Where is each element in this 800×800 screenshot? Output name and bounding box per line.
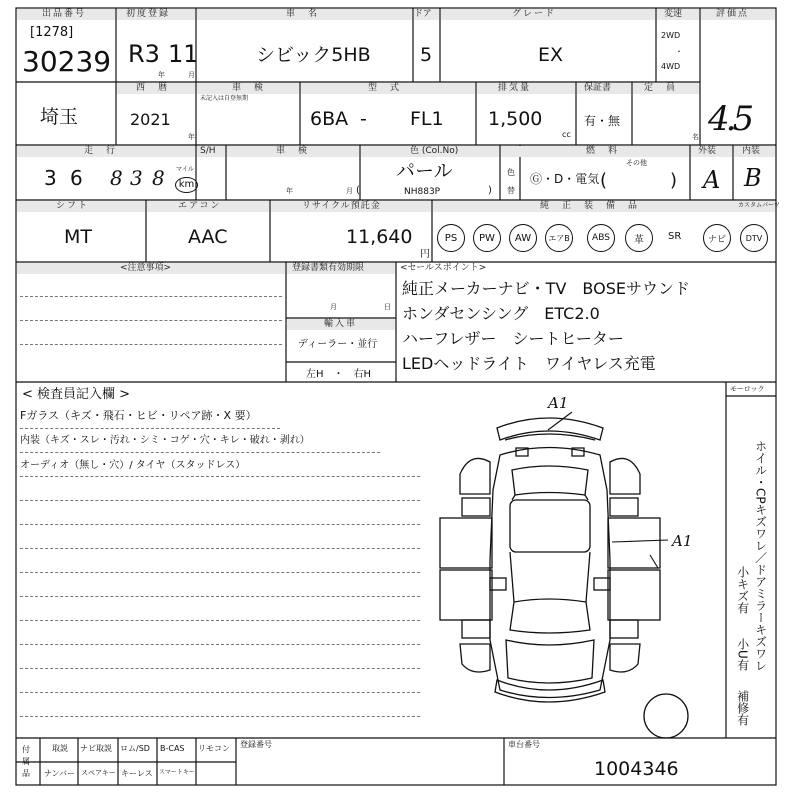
year-value: 2021 (130, 110, 171, 129)
interior-grade: B (744, 164, 762, 192)
color-paren-r: ) (488, 185, 492, 196)
mileage-unit-mile: マイル (176, 166, 194, 173)
diagram-mark-2: A1 (672, 532, 693, 550)
chassis-label: 車台番号 (508, 740, 540, 749)
equip-abs: ABS (587, 224, 615, 252)
color-name: パール (396, 160, 453, 182)
label-displacement: 排気量 (498, 83, 532, 93)
label-katashiki: 型 式 (368, 83, 402, 93)
label-caution: <注意事項> (120, 263, 172, 273)
equip-aw: AW (509, 224, 537, 252)
equip-airbag: エアB (545, 224, 573, 252)
inspector-line-9 (20, 620, 420, 621)
reg-docs-day: 日 (384, 303, 391, 311)
label-capacity: 定 員 (644, 83, 678, 93)
vertical-note-main: ホイル・CPキズワレ／ドアミラーキズワレ (753, 440, 768, 672)
accessories-label: 付属品 (22, 745, 30, 778)
label-aircon: エアコン (178, 201, 222, 211)
inspector-line-12 (20, 692, 420, 693)
capacity-unit: 名 (692, 133, 699, 141)
color-code: NH883P (404, 187, 441, 197)
model-sep: - (360, 108, 367, 130)
inspector-line-1 (20, 428, 280, 429)
mileage-unit-km: km (175, 177, 198, 193)
vertical-note-2: 小U有 (735, 638, 750, 671)
mileage-digit-4: 3 (130, 166, 143, 190)
label-mileage: 走 行 (84, 146, 118, 156)
region: 埼玉 (40, 106, 79, 128)
acc-spare-key: スペアキー (81, 769, 116, 777)
vertical-note-1: 小キズ有 (735, 566, 750, 614)
label-reg-docs: 登録書類有効期限 (292, 263, 365, 273)
import-type: ディーラー・並行 (298, 339, 378, 350)
equip-sr: SR (668, 231, 682, 242)
inspector-audio: オーディオ（無し・穴）/ タイヤ（スタッドレス） (20, 460, 246, 471)
vertical-note-3: 補修有 (735, 690, 750, 726)
sh-year: 年 (286, 187, 293, 195)
mileage-digit-3: 8 (110, 166, 123, 190)
sales-point-2: ホンダセンシング ETC2.0 (402, 304, 600, 323)
chassis-number: 1004346 (594, 758, 679, 780)
trans-dot: ・ (675, 47, 683, 56)
label-shaken2: 車 検 (276, 146, 310, 156)
year-suffix: 年 (188, 133, 195, 141)
shaken-note: 未記入は自登無期 (200, 95, 249, 102)
label-lot-no: 出品番号 (42, 9, 87, 19)
model-prefix: 6BA (310, 108, 349, 130)
sales-point-4: LEDヘッドライト ワイヤレス充電 (402, 354, 656, 373)
fuel-other-label: その他 (626, 159, 647, 167)
sh-month: 月 (346, 187, 353, 195)
caution-line-3 (20, 344, 282, 345)
inspector-line-2 (20, 452, 380, 453)
aircon-value: AAC (188, 226, 228, 248)
reg-no-label: 登録番号 (240, 740, 272, 749)
first-reg-year-unit: 年 (158, 71, 165, 79)
grade-value: EX (538, 44, 564, 66)
label-trans: 変速 (664, 9, 683, 19)
reg-docs-month: 月 (330, 303, 337, 311)
label-equipment: 純 正 装 備 品 (540, 201, 640, 211)
label-interior: 内装 (742, 146, 761, 156)
label-recycle: リサイクル預託金 (302, 201, 381, 211)
acc-plate: ナンバー (44, 769, 76, 778)
car-name: シビック5HB (256, 44, 371, 66)
label-mod: モーロック (730, 385, 765, 393)
acc-bcas: B-CAS (160, 744, 185, 753)
inspector-line-3 (20, 476, 420, 477)
label-exterior: 外装 (698, 146, 717, 156)
score-value: 4.5 (708, 99, 751, 139)
label-grade: グレード (512, 9, 557, 19)
steering: 左H ・ 右H (306, 369, 372, 380)
first-reg-month: 11 (168, 40, 199, 68)
trans-2wd: 2WD (661, 31, 681, 40)
inspector-line-5 (20, 524, 420, 525)
fuel-paren-r: ) (670, 170, 678, 191)
mileage-digit-1: 3 (44, 166, 57, 190)
label-sh: S/H (200, 146, 216, 156)
exterior-grade: A (703, 166, 721, 194)
label-custom-parts: カスタムパーツ (738, 202, 780, 209)
inspector-line-4 (20, 500, 420, 501)
caution-line-2 (20, 320, 282, 321)
inspector-interior: 内装（キズ・スレ・汚れ・シミ・コゲ・穴・キレ・破れ・剥れ） (20, 435, 310, 446)
acc-manual: 取説 (52, 744, 68, 753)
inspector-line-6 (20, 548, 420, 549)
equip-ps: PS (437, 224, 465, 252)
label-import: 輸入車 (324, 319, 358, 329)
label-sales-points: <セールスポイント> (400, 263, 487, 273)
inspector-fglass: Fガラス（キズ・飛石・ヒビ・リペア跡・X 要） (20, 409, 257, 422)
model-code: FL1 (410, 108, 444, 130)
warranty-value: 有・無 (584, 114, 621, 128)
label-score: 評価点 (716, 9, 750, 19)
inspector-title: < 検査員記入欄 > (22, 387, 131, 402)
recycle-value: 11,640 (346, 226, 413, 248)
mileage-digit-2: 6 (70, 166, 83, 190)
mileage-digit-5: 8 (152, 166, 165, 190)
acc-remote: リモコン (198, 744, 230, 753)
color-change: 色 替 (507, 168, 515, 195)
label-shift: シフト (56, 201, 90, 211)
door-count: 5 (420, 44, 433, 66)
recycle-unit: 円 (420, 249, 430, 260)
acc-keyless: キーレス (121, 769, 153, 778)
color-paren-l: ( (356, 185, 360, 196)
inspector-line-11 (20, 668, 420, 669)
displacement-unit: cc (562, 130, 571, 139)
lot-code: [1278] (30, 25, 74, 40)
inspector-line-10 (20, 644, 420, 645)
first-reg-era: R3 (128, 40, 160, 68)
label-car-name: 車 名 (286, 9, 320, 19)
displacement-value: 1,500 (488, 108, 543, 130)
label-warranty: 保証書 (584, 83, 612, 93)
acc-navi-manual: ナビ取説 (80, 744, 112, 753)
inspector-line-7 (20, 572, 420, 573)
equip-pw: PW (473, 224, 501, 252)
label-year: 西 暦 (136, 83, 170, 93)
label-color: 色 (Col.No) (410, 146, 459, 156)
fuel-options: Ⓖ・D・電気 (530, 172, 600, 186)
shift-value: MT (64, 226, 92, 248)
acc-rom: ロム/SD (120, 744, 150, 753)
equip-dtv: DTV (740, 224, 768, 252)
label-shaken: 車 検 (232, 83, 266, 93)
sales-point-1: 純正メーカーナビ・TV BOSEサウンド (402, 279, 690, 298)
first-reg-month-unit: 月 (188, 71, 195, 79)
lot-number: 30239 (22, 45, 112, 78)
trans-4wd: 4WD (661, 62, 681, 71)
inspector-line-13 (20, 716, 420, 717)
caution-line-1 (20, 296, 282, 297)
label-fuel: 燃 料 (586, 146, 620, 156)
fuel-paren-l: ( (600, 170, 608, 191)
label-doors: ドア (414, 9, 432, 19)
inspector-line-8 (20, 596, 420, 597)
equip-navi: ナビ (703, 224, 731, 252)
label-first-reg: 初度登録 (126, 9, 171, 19)
acc-smart-key: スマートキー (159, 769, 195, 776)
diagram-mark-1: A1 (548, 394, 569, 412)
equip-leather: 革 (625, 224, 653, 252)
sales-point-3: ハーフレザー シートヒーター (402, 329, 624, 348)
